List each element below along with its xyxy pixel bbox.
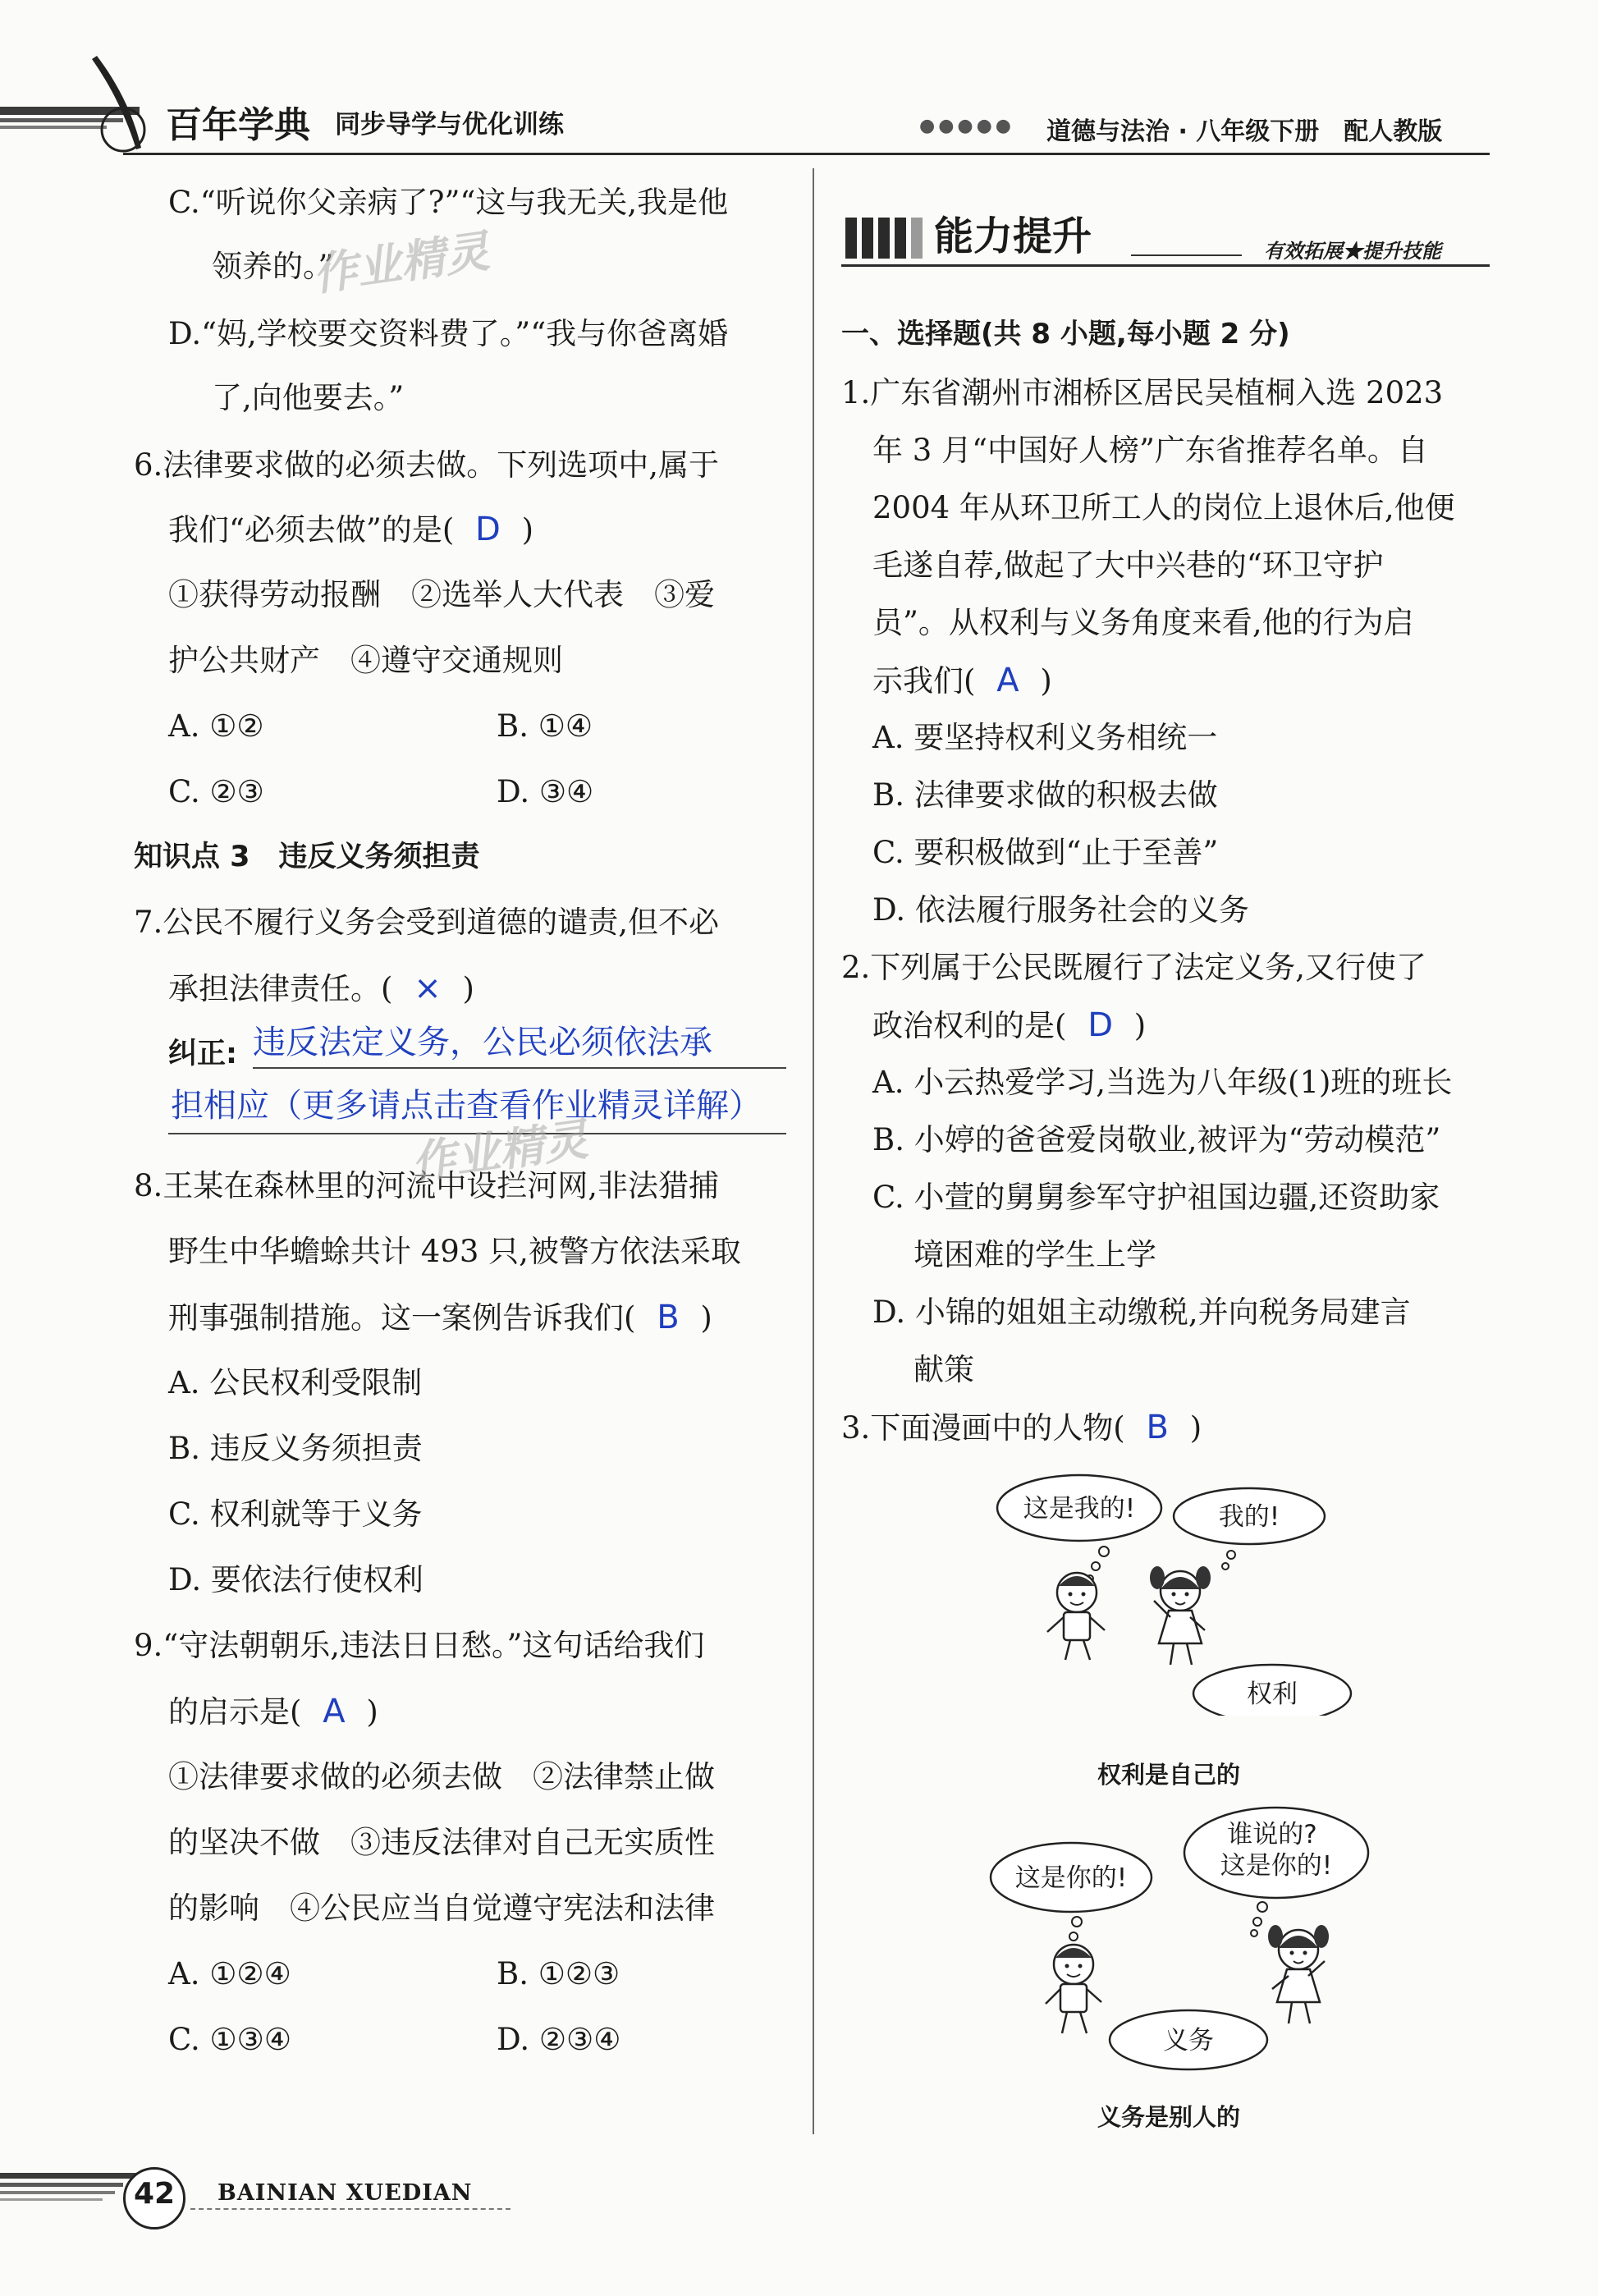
section-rule: [841, 264, 1490, 267]
r-q2-option-d: D. 小锦的姐姐主动缴税,并向税务局建言: [872, 1295, 1411, 1330]
cartoon-rights: [985, 1469, 1395, 1716]
duties-label: 义务: [1163, 2026, 1214, 2055]
section-title-rule: [1131, 254, 1242, 256]
q6-stem: 6.法律要求做的必须去做。下列选项中,属于: [134, 447, 720, 483]
rights-label: 权利: [1247, 1680, 1298, 1709]
r-q2-answer: D: [1087, 1006, 1114, 1044]
footer-brand: BAINIAN XUEDIAN: [217, 2180, 473, 2206]
q8-answer: B: [657, 1299, 680, 1336]
q6-option-b: B. ①④: [497, 708, 593, 744]
q9-option-b: B. ①②③: [497, 1956, 620, 1991]
r-q1-option-a: A. 要坚持权利义务相统一: [872, 720, 1218, 755]
q9-option-c: C. ①③④: [168, 2022, 292, 2057]
page-number: 42: [133, 2177, 176, 2211]
section-tag: 有效拓展★提升技能: [1264, 239, 1441, 263]
q8-stem-cont: 野生中华蟾蜍共计 493 只,被警方依法采取: [168, 1234, 741, 1269]
brand-title: 百年学典: [166, 104, 310, 146]
q9-option-d: D. ②③④: [497, 2022, 621, 2057]
q6-items: ①获得劳动报酬 ②选举人大代表 ③爱: [168, 577, 715, 612]
q7-correction-label: 纠正:: [168, 1038, 237, 1070]
boy-speech: 这是你的!: [1014, 1863, 1128, 1893]
answer-underline: [253, 1067, 786, 1069]
q6-option-d: D. ③④: [497, 774, 594, 809]
r-q1-answer: A: [996, 662, 1019, 699]
girl-figure: [1268, 1925, 1329, 2023]
q9-answer: A: [323, 1693, 346, 1730]
r-q1-stem-cont: 2004 年从环卫所工人的岗位上退休后,他便: [872, 490, 1455, 525]
section-bar-icon: [845, 218, 857, 259]
boy-speech: 这是我的!: [1023, 1494, 1136, 1524]
q5-option-c-cont: 领养的。”: [212, 249, 334, 284]
r-q2-stem-cont: 政治权利的是( D ): [872, 1006, 1147, 1044]
q8-stem: 8.王某在森林里的河流中设拦河网,非法猎捕: [134, 1168, 720, 1203]
r-q1-stem-cont: 员”。从权利与义务角度来看,他的行为启: [872, 605, 1414, 640]
q7-answer: ×: [414, 969, 442, 1007]
q8-option-c: C. 权利就等于义务: [168, 1496, 423, 1532]
book-info: 道德与法治 · 八年级下册 配人教版: [1046, 117, 1443, 146]
girl-speech-line2: 这是你的!: [1220, 1851, 1333, 1881]
r-q1-stem-cont: 示我们( A ): [872, 662, 1052, 699]
q5-option-d: D.“妈,学校要交资料费了。”“我与你爸离婚: [168, 316, 729, 351]
section-bar-icon: [895, 218, 906, 259]
section-bar-icon: [911, 218, 923, 259]
r-q1-stem-cont: 毛遂自荐,做起了大中兴巷的“环卫守护: [872, 548, 1384, 583]
brand-subtitle: 同步导学与优化训练: [335, 110, 564, 140]
speech-bubble-boy: [997, 1475, 1161, 1582]
section-bar-icon: [878, 218, 890, 259]
q7-correction-line2: 担相应（更多请点击查看作业精灵详解）: [171, 1087, 762, 1125]
boy-figure: [1046, 1945, 1101, 2033]
r-q2-option-d-cont: 献策: [913, 1352, 974, 1387]
r-q2-option-b: B. 小婷的爸爸爱岗敬业,被评为“劳动模范”: [872, 1122, 1441, 1157]
q8-option-d: D. 要依法行使权利: [168, 1562, 424, 1597]
r-q1-stem-cont: 年 3 月“中国好人榜”广东省推荐名单。自: [872, 433, 1428, 468]
watermark: 作业精灵: [408, 1113, 591, 1189]
r-q3-answer: B: [1146, 1409, 1169, 1446]
speech-bubble-boy: [991, 1843, 1152, 1941]
q8-stem-cont2: 刑事强制措施。这一案例告诉我们( B ): [168, 1299, 712, 1336]
footer-rule: [190, 2208, 511, 2210]
r-q2-stem: 2.下列属于公民既履行了法定义务,又行使了: [841, 950, 1427, 985]
r-q1-option-c: C. 要积极做到“止于至善”: [872, 835, 1219, 870]
r-q2-option-a: A. 小云热爱学习,当选为八年级(1)班的班长: [872, 1065, 1453, 1100]
header-rule: [123, 153, 1490, 155]
knowledge-point-3: 知识点 3 违反义务须担责: [134, 841, 480, 873]
speech-bubble-girl: [1184, 1808, 1368, 1936]
q8-option-b: B. 违反义务须担责: [168, 1431, 423, 1466]
speech-bubble-girl: [1174, 1488, 1325, 1570]
girl-speech: 我的!: [1218, 1502, 1280, 1532]
cartoon-duties: [985, 1802, 1395, 2073]
q6-option-a: A. ①②: [168, 708, 264, 744]
girl-speech-line1: 谁说的?: [1227, 1820, 1317, 1849]
section-title: 能力提升: [934, 213, 1092, 259]
watermark: 作业精灵: [309, 225, 492, 301]
q9-items-cont2: 的影响 ④公民应当自觉遵守宪法和法律: [168, 1890, 715, 1926]
part-title: 一、选择题(共 8 小题,每小题 2 分): [841, 318, 1290, 351]
decorative-dots: ●●●●●: [919, 116, 1014, 136]
q8-option-a: A. 公民权利受限制: [168, 1365, 423, 1400]
duties-bubble: [1110, 2010, 1267, 2069]
q5-option-d-cont: 了,向他要去。”: [212, 380, 405, 415]
r-q1-option-d: D. 依法履行服务社会的义务: [872, 892, 1249, 928]
boy-figure: [1047, 1573, 1105, 1660]
r-q1-stem: 1.广东省潮州市湘桥区居民吴植桐入选 2023: [841, 375, 1444, 410]
q7-stem: 7.公民不履行义务会受到道德的谴责,但不必: [134, 905, 720, 940]
q9-items-cont: 的坚决不做 ③违反法律对自己无实质性: [168, 1825, 715, 1860]
quill-logo-icon: [0, 49, 164, 156]
column-divider: [813, 168, 814, 2134]
cartoon1-caption: 权利是自己的: [1097, 1761, 1241, 1789]
q7-correction-line1: 违反法定义务，公民必须依法承: [253, 1024, 712, 1061]
girl-figure: [1150, 1566, 1211, 1665]
q6-items-cont: 护公共财产 ④遵守交通规则: [168, 643, 563, 678]
r-q3-stem: 3.下面漫画中的人物( B ): [841, 1409, 1202, 1446]
r-q1-option-b: B. 法律要求做的积极去做: [872, 777, 1218, 813]
q6-answer: D: [475, 511, 501, 548]
rights-bubble: [1193, 1665, 1351, 1716]
q5-option-c: C.“听说你父亲病了?”“这与我无关,我是他: [168, 185, 729, 220]
q6-stem-cont: 我们“必须去做”的是( D ): [168, 511, 534, 548]
r-q2-option-c: C. 小萱的舅舅参军守护祖国边疆,还资助家: [872, 1180, 1440, 1215]
q9-stem-cont: 的启示是( A ): [168, 1693, 378, 1730]
q9-option-a: A. ①②④: [168, 1956, 291, 1991]
section-bar-icon: [862, 218, 873, 259]
q9-stem: 9.“守法朝朝乐,违法日日愁。”这句话给我们: [134, 1628, 705, 1663]
r-q2-option-c-cont: 境困难的学生上学: [913, 1237, 1156, 1272]
q9-items: ①法律要求做的必须去做 ②法律禁止做: [168, 1759, 715, 1794]
cartoon2-caption: 义务是别人的: [1097, 2103, 1241, 2131]
q7-stem-cont: 承担法律责任。( × ): [168, 969, 474, 1007]
q6-option-c: C. ②③: [168, 774, 264, 809]
